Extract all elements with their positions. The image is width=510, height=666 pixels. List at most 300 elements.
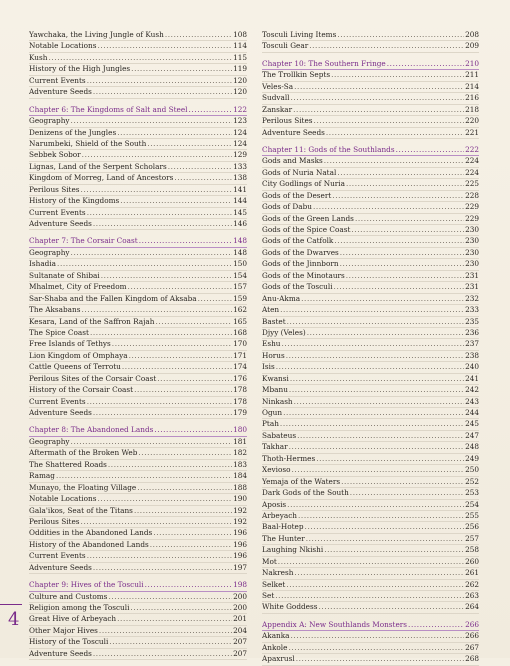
toc-entry[interactable] xyxy=(29,87,247,98)
dot-leader xyxy=(71,248,233,258)
toc-entry-title: The Aksabans xyxy=(29,305,81,315)
toc-entry-page: 232 xyxy=(465,293,479,303)
toc-entry[interactable] xyxy=(29,339,247,350)
toc-entry[interactable] xyxy=(29,150,247,161)
toc-entry-title: Ogun xyxy=(262,408,283,417)
toc-entry[interactable] xyxy=(29,551,247,562)
toc-chapter-heading[interactable] xyxy=(29,425,247,436)
toc-entry-page: 221 xyxy=(465,127,479,137)
toc-entry[interactable] xyxy=(262,305,479,316)
toc-entry[interactable] xyxy=(262,643,479,654)
toc-entry[interactable] xyxy=(29,460,247,471)
toc-entry-title: Xevioso xyxy=(262,465,291,475)
toc-entry-title: Anu-Akma xyxy=(262,293,301,303)
toc-entry-page: 207 xyxy=(233,648,247,658)
toc-entry-page: 198 xyxy=(233,580,247,590)
toc-entry[interactable] xyxy=(262,568,479,579)
toc-entry-title: Chapter 8: The Abandoned Lands xyxy=(29,425,154,435)
dot-leader xyxy=(387,59,464,69)
dot-leader xyxy=(337,30,464,40)
toc-entry[interactable] xyxy=(29,506,247,517)
toc-entry-title: Mbanu xyxy=(262,385,288,395)
toc-entry-page: 144 xyxy=(233,196,247,206)
page-number: 4 xyxy=(8,609,20,630)
toc-entry-title: Ishadia xyxy=(29,259,57,269)
toc-entry[interactable] xyxy=(29,374,247,385)
toc-entry-title: Chapter 10: The Southern Fringe xyxy=(262,58,386,68)
toc-entry-page: 229 xyxy=(465,213,479,223)
toc-entry-title: Gods of the Desert xyxy=(262,190,332,200)
toc-entry-title: Gods of the Spice Coast xyxy=(262,225,351,234)
toc-entry-page: 244 xyxy=(465,408,479,417)
toc-entry-title: Notable Locations xyxy=(29,494,97,504)
toc-entry-page: 235 xyxy=(465,316,479,326)
toc-entry-title: Adventure Seeds xyxy=(262,127,325,137)
toc-entry-title: Chapter 11: Gods of the Southlands xyxy=(262,144,395,154)
toc-entry[interactable] xyxy=(29,437,247,448)
toc-entry-title: History of the Corsair Coast xyxy=(29,385,134,395)
toc-entry[interactable] xyxy=(29,649,247,660)
dot-leader xyxy=(296,654,464,664)
toc-entry-page: 146 xyxy=(233,219,247,228)
toc-entry-page: 237 xyxy=(465,339,479,349)
toc-entry[interactable] xyxy=(262,191,479,202)
dot-leader xyxy=(408,620,464,630)
toc-entry-page: 196 xyxy=(233,539,247,549)
toc-entry-page: 141 xyxy=(233,184,247,194)
toc-entry-page: 220 xyxy=(465,116,479,126)
dot-leader xyxy=(198,294,232,304)
toc-entry[interactable] xyxy=(262,522,479,533)
toc-entry-page: 184 xyxy=(233,471,247,481)
toc-entry[interactable] xyxy=(262,225,479,236)
dot-leader xyxy=(340,259,465,269)
toc-entry[interactable] xyxy=(262,477,479,488)
dot-leader xyxy=(346,179,464,189)
dot-leader xyxy=(157,374,232,384)
toc-left-column xyxy=(29,30,247,660)
toc-entry[interactable] xyxy=(29,185,247,196)
dot-leader xyxy=(56,471,232,481)
toc-entry-page: 120 xyxy=(233,75,247,85)
toc-entry-page: 267 xyxy=(465,642,479,652)
toc-entry-page: 248 xyxy=(465,442,479,452)
toc-entry[interactable] xyxy=(262,259,479,270)
dot-leader xyxy=(130,603,232,613)
toc-entry[interactable] xyxy=(29,328,247,339)
toc-entry-title: Geography xyxy=(29,247,70,257)
toc-entry-title: Adventure Seeds xyxy=(29,648,92,658)
toc-entry[interactable] xyxy=(29,128,247,139)
toc-entry[interactable] xyxy=(29,116,247,127)
toc-entry[interactable] xyxy=(29,408,247,419)
toc-entry[interactable] xyxy=(29,76,247,87)
toc-entry-page: 231 xyxy=(465,282,479,292)
toc-entry-page: 157 xyxy=(233,282,247,292)
dot-leader xyxy=(82,150,232,160)
toc-entry-page: 168 xyxy=(233,327,247,337)
dot-leader xyxy=(117,614,232,624)
toc-entry-page: 249 xyxy=(465,453,479,463)
toc-entry-page: 200 xyxy=(233,603,247,612)
toc-entry-title: Aftermath of the Broken Web xyxy=(29,448,138,458)
toc-entry[interactable] xyxy=(262,214,479,225)
toc-entry[interactable] xyxy=(29,305,247,316)
toc-entry[interactable] xyxy=(29,294,247,305)
toc-entry-page: 150 xyxy=(233,259,247,269)
toc-entry-title: Laughing Nkishi xyxy=(262,545,324,555)
toc-entry[interactable] xyxy=(262,41,479,52)
toc-entry-title: Kingdom of Morreg, Land of Ancestors xyxy=(29,173,174,183)
dot-leader xyxy=(112,339,232,349)
dot-leader xyxy=(120,196,232,206)
toc-entry-title: Lignas, Land of the Serpent Scholars xyxy=(29,161,167,171)
dot-leader xyxy=(153,528,232,538)
dot-leader xyxy=(81,517,233,527)
toc-entry-title: Adventure Seeds xyxy=(29,562,92,572)
toc-entry[interactable] xyxy=(262,82,479,93)
toc-entry[interactable] xyxy=(262,328,479,339)
toc-entry[interactable] xyxy=(29,637,247,648)
toc-entry-page: 268 xyxy=(465,654,479,664)
toc-entry[interactable] xyxy=(262,442,479,453)
dot-leader xyxy=(334,282,465,292)
toc-entry[interactable] xyxy=(262,128,479,139)
toc-entry-title: Tosculi Living Items xyxy=(262,30,337,39)
dot-leader xyxy=(331,70,464,80)
toc-entry[interactable] xyxy=(262,362,479,373)
toc-entry[interactable] xyxy=(262,419,479,430)
dot-leader xyxy=(93,563,232,573)
toc-entry-page: 229 xyxy=(465,202,479,212)
toc-entry-page: 257 xyxy=(465,533,479,543)
toc-entry-page: 230 xyxy=(465,225,479,234)
toc-entry-title: Great Hive of Arbeyach xyxy=(29,614,117,624)
toc-entry-page: 224 xyxy=(465,156,479,166)
toc-entry-title: Chapter 9: Hives of the Tosculi xyxy=(29,580,144,590)
dot-leader xyxy=(286,580,464,590)
chapter-spacer xyxy=(29,230,247,234)
toc-entry[interactable] xyxy=(262,385,479,396)
toc-entry-title: History of the Tosculi xyxy=(29,637,109,647)
toc-entry[interactable] xyxy=(29,471,247,482)
toc-entry-page: 123 xyxy=(233,116,247,126)
toc-entry[interactable] xyxy=(29,626,247,637)
toc-entry-title: History of the High Jungles xyxy=(29,64,131,74)
toc-entry-page: 120 xyxy=(233,87,247,97)
toc-entry-page: 263 xyxy=(465,591,479,600)
dot-leader xyxy=(128,282,233,292)
toc-entry-title: Isis xyxy=(262,362,275,372)
toc-entry-title: Nakresh xyxy=(262,568,294,578)
toc-entry[interactable] xyxy=(29,592,247,603)
dot-leader xyxy=(278,557,464,567)
toc-entry[interactable] xyxy=(262,534,479,545)
dot-leader xyxy=(298,511,464,521)
toc-entry-title: Mhalmet, City of Freedom xyxy=(29,282,127,292)
toc-entry-title: Gods of the Tosculi xyxy=(262,282,333,292)
toc-entry[interactable] xyxy=(29,41,247,52)
toc-entry[interactable] xyxy=(262,351,479,362)
toc-entry-page: 114 xyxy=(233,41,247,51)
toc-entry[interactable] xyxy=(29,196,247,207)
dot-leader xyxy=(109,637,232,647)
toc-entry-page: 260 xyxy=(465,556,479,566)
dot-leader xyxy=(341,477,464,487)
toc-entry-page: 242 xyxy=(465,385,479,395)
toc-entry-page: 119 xyxy=(233,64,247,74)
dot-leader xyxy=(305,522,465,532)
toc-entry[interactable] xyxy=(262,202,479,213)
toc-entry-page: 190 xyxy=(233,494,247,504)
toc-entry-page: 183 xyxy=(233,459,247,469)
toc-entry-page: 179 xyxy=(233,408,247,417)
toc-entry[interactable] xyxy=(262,488,479,499)
toc-entry[interactable] xyxy=(29,282,247,293)
dot-leader xyxy=(117,128,232,138)
toc-chapter-heading[interactable] xyxy=(29,105,247,116)
toc-entry-title: Sar-Shaba and the Fallen Kingdom of Aksaba xyxy=(29,293,197,303)
toc-entry-page: 254 xyxy=(465,499,479,509)
toc-chapter-heading[interactable] xyxy=(29,236,247,247)
toc-entry[interactable] xyxy=(262,631,479,642)
toc-entry-title: Lion Kingdom of Omphaya xyxy=(29,350,128,360)
dot-leader xyxy=(122,362,232,372)
toc-entry-title: Arbeyach xyxy=(262,510,298,520)
dot-leader xyxy=(292,465,465,475)
toc-entry[interactable] xyxy=(262,374,479,385)
toc-entry-title: Selket xyxy=(262,579,286,589)
toc-entry[interactable] xyxy=(262,156,479,167)
toc-entry-page: 124 xyxy=(233,127,247,137)
toc-entry[interactable] xyxy=(29,448,247,459)
toc-entry[interactable] xyxy=(29,517,247,528)
toc-entry[interactable] xyxy=(262,248,479,259)
toc-entry-title: Narumbeki, Shield of the South xyxy=(29,138,147,148)
chapter-spacer xyxy=(29,419,247,423)
dot-leader xyxy=(87,208,232,218)
toc-entry[interactable] xyxy=(29,219,247,230)
toc-entry-title: Current Events xyxy=(29,551,86,561)
toc-entry-page: 255 xyxy=(465,510,479,520)
dot-leader xyxy=(294,397,464,407)
dot-leader xyxy=(288,643,464,653)
toc-entry-title: Gods of the Green Lands xyxy=(262,213,354,223)
toc-entry[interactable] xyxy=(262,271,479,282)
toc-entry-title: Gods of Dabu xyxy=(262,202,312,212)
toc-entry-title: Current Events xyxy=(29,75,86,85)
toc-entry[interactable] xyxy=(262,511,479,522)
toc-entry-page: 214 xyxy=(465,81,479,91)
toc-entry[interactable] xyxy=(262,282,479,293)
toc-chapter-heading[interactable] xyxy=(262,145,479,156)
toc-entry[interactable] xyxy=(262,545,479,556)
toc-chapter-heading[interactable] xyxy=(262,620,479,631)
dot-leader xyxy=(280,305,464,315)
toc-entry[interactable] xyxy=(262,168,479,179)
toc-entry-title: Gods of the Minotaurs xyxy=(262,270,345,280)
toc-entry-page: 240 xyxy=(465,362,479,372)
toc-entry-page: 230 xyxy=(465,236,479,246)
toc-entry-title: Akanka xyxy=(262,631,290,641)
toc-entry[interactable] xyxy=(29,317,247,328)
toc-entry[interactable] xyxy=(262,580,479,591)
toc-chapter-heading[interactable] xyxy=(262,59,479,70)
toc-entry-page: 122 xyxy=(233,104,247,114)
toc-entry-title: The Spice Coast xyxy=(29,327,89,337)
toc-entry-page: 224 xyxy=(465,167,479,177)
toc-entry[interactable] xyxy=(262,408,479,419)
toc-entry[interactable] xyxy=(262,591,479,602)
toc-entry[interactable] xyxy=(29,351,247,362)
toc-entry[interactable] xyxy=(29,494,247,505)
dot-leader xyxy=(307,328,464,338)
dot-leader xyxy=(139,236,232,246)
toc-entry-page: 201 xyxy=(233,614,247,624)
dot-leader xyxy=(137,483,232,493)
toc-entry-page: 192 xyxy=(233,505,247,515)
toc-entry-title: Yawchaka, the Living Jungle of Kush xyxy=(29,30,164,39)
toc-entry[interactable] xyxy=(29,563,247,574)
toc-entry[interactable] xyxy=(29,173,247,184)
toc-entry-page: 162 xyxy=(233,305,247,315)
toc-entry-title: Ramag xyxy=(29,471,55,481)
toc-entry-page: 261 xyxy=(465,568,479,578)
toc-entry-page: 148 xyxy=(233,236,247,246)
toc-entry-title: Perilous Sites of the Corsair Coast xyxy=(29,373,157,383)
toc-entry-page: 225 xyxy=(465,179,479,189)
toc-entry-title: Apaxrusl xyxy=(262,654,295,664)
dot-leader xyxy=(287,500,464,510)
dot-leader xyxy=(289,385,464,395)
toc-entry[interactable] xyxy=(262,557,479,568)
dot-leader xyxy=(291,93,465,103)
toc-entry[interactable] xyxy=(262,602,479,613)
toc-entry-title: Sudvall xyxy=(262,93,290,103)
toc-entry-page: 252 xyxy=(465,476,479,486)
toc-entry[interactable] xyxy=(262,397,479,408)
toc-entry-title: Mot xyxy=(262,556,277,566)
toc-entry[interactable] xyxy=(29,64,247,75)
toc-entry-page: 170 xyxy=(233,339,247,349)
dot-leader xyxy=(168,162,232,172)
toc-entry-page: 253 xyxy=(465,488,479,498)
toc-chapter-heading[interactable] xyxy=(29,580,247,591)
toc-entry[interactable] xyxy=(262,431,479,442)
toc-entry[interactable] xyxy=(262,93,479,104)
toc-entry[interactable] xyxy=(29,53,247,64)
toc-entry-title: History of the Abandoned Lands xyxy=(29,539,149,549)
toc-entry-page: 174 xyxy=(233,362,247,372)
toc-entry-title: Kwansi xyxy=(262,373,289,383)
toc-entry[interactable] xyxy=(29,30,247,41)
toc-entry-title: Gala'ikos, Seat of the Titans xyxy=(29,505,133,515)
dot-leader xyxy=(291,631,465,641)
toc-entry[interactable] xyxy=(29,483,247,494)
toc-entry-page: 207 xyxy=(233,637,247,647)
toc-entry-title: City Godlings of Nuria xyxy=(262,179,345,189)
toc-entry[interactable] xyxy=(262,317,479,328)
dot-leader xyxy=(306,534,464,544)
toc-entry-page: 178 xyxy=(233,385,247,395)
toc-entry[interactable] xyxy=(29,162,247,173)
toc-entry-title: Chapter 6: The Kingdoms of Salt and Steel xyxy=(29,104,188,114)
toc-entry-page: 182 xyxy=(233,448,247,458)
toc-entry-page: 176 xyxy=(233,373,247,383)
toc-entry-page: 222 xyxy=(465,144,479,154)
toc-entry[interactable] xyxy=(262,454,479,465)
toc-entry-page: 266 xyxy=(465,631,479,641)
toc-entry-title: Current Events xyxy=(29,396,86,406)
toc-entry[interactable] xyxy=(29,528,247,539)
toc-entry[interactable] xyxy=(262,105,479,116)
toc-entry[interactable] xyxy=(29,208,247,219)
toc-entry-page: 256 xyxy=(465,522,479,532)
toc-entry[interactable] xyxy=(29,259,247,270)
chapter-spacer xyxy=(29,99,247,103)
toc-entry[interactable] xyxy=(262,465,479,476)
toc-entry[interactable] xyxy=(262,116,479,127)
toc-entry[interactable] xyxy=(262,654,479,665)
toc-entry[interactable] xyxy=(29,271,247,282)
dot-leader xyxy=(334,236,464,246)
dot-leader xyxy=(165,30,232,40)
toc-entry[interactable] xyxy=(29,248,247,259)
toc-entry[interactable] xyxy=(29,139,247,150)
dot-leader xyxy=(99,626,232,636)
toc-entry-title: Geography xyxy=(29,116,70,126)
toc-entry-page: 211 xyxy=(465,70,479,80)
dot-leader xyxy=(290,374,464,384)
toc-entry[interactable] xyxy=(29,540,247,551)
toc-entry[interactable] xyxy=(262,236,479,247)
toc-entry[interactable] xyxy=(262,70,479,81)
toc-entry[interactable] xyxy=(29,385,247,396)
toc-entry[interactable] xyxy=(262,294,479,305)
toc-entry[interactable] xyxy=(29,614,247,625)
toc-entry-title: Current Events xyxy=(29,207,86,217)
toc-entry-title: Notable Locations xyxy=(29,41,97,51)
toc-entry[interactable] xyxy=(29,397,247,408)
toc-entry-page: 266 xyxy=(465,619,479,629)
dot-leader xyxy=(350,488,464,498)
toc-entry[interactable] xyxy=(29,603,247,614)
toc-entry[interactable] xyxy=(29,362,247,373)
toc-entry-title: Denizens of the Jungles xyxy=(29,127,117,137)
chapter-spacer xyxy=(262,614,479,618)
toc-entry-page: 230 xyxy=(465,259,479,269)
toc-entry[interactable] xyxy=(262,500,479,511)
chapter-spacer xyxy=(262,53,479,57)
toc-entry-page: 145 xyxy=(233,207,247,217)
toc-entry[interactable] xyxy=(262,30,479,41)
dot-leader xyxy=(129,351,233,361)
toc-entry-page: 124 xyxy=(233,138,247,148)
toc-entry-title: Gods of the Catfolk xyxy=(262,236,334,246)
toc-entry-page: 247 xyxy=(465,430,479,440)
toc-entry-title: Ninkash xyxy=(262,396,293,406)
toc-entry-title: Sebbek Sobor xyxy=(29,150,81,160)
dot-leader xyxy=(93,408,232,418)
toc-entry-title: Chapter 7: The Corsair Coast xyxy=(29,236,138,246)
toc-entry-title: History of the Kingdoms xyxy=(29,196,120,206)
dot-leader xyxy=(324,545,464,555)
toc-entry-page: 159 xyxy=(233,293,247,303)
dot-leader xyxy=(48,53,232,63)
dot-leader xyxy=(297,431,464,441)
toc-entry[interactable] xyxy=(262,179,479,190)
toc-entry[interactable] xyxy=(262,339,479,350)
